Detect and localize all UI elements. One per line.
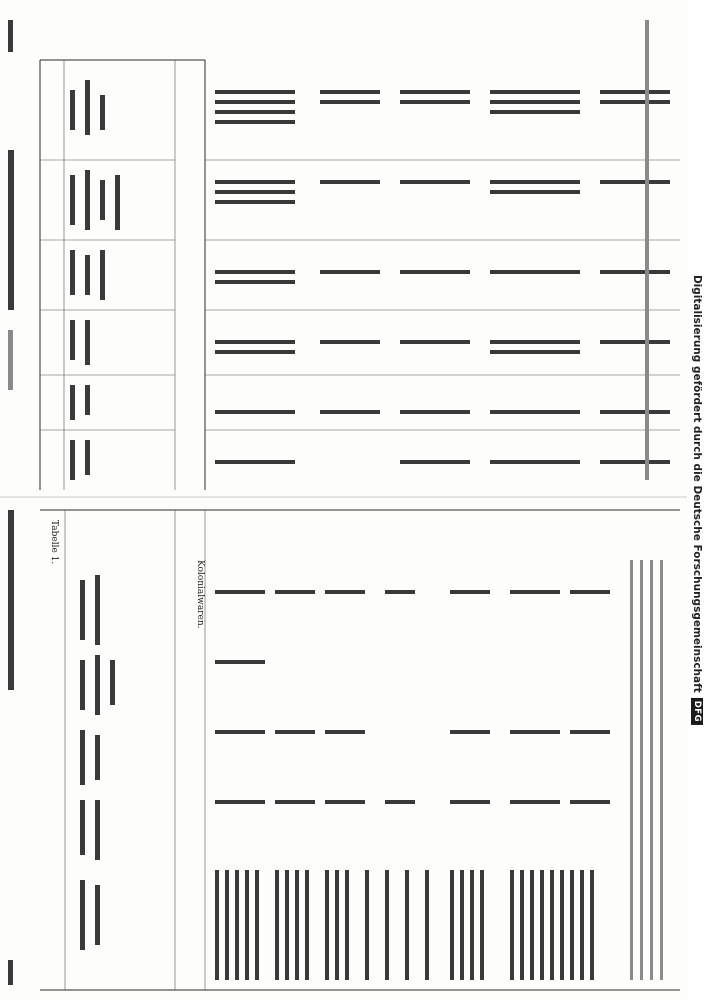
figure-row xyxy=(490,190,580,194)
figure-row xyxy=(450,590,490,594)
page-number-mark xyxy=(8,960,13,985)
row-label xyxy=(365,870,369,980)
right-page-footnote xyxy=(645,20,649,480)
figure-row xyxy=(215,460,295,464)
column-header-text xyxy=(110,660,115,705)
figure-row xyxy=(600,460,670,464)
column-header-text xyxy=(95,800,100,860)
figure-row xyxy=(450,800,490,804)
figure-row xyxy=(325,730,365,734)
figure-row xyxy=(215,190,295,194)
column-header-text xyxy=(115,175,120,230)
figure-row xyxy=(320,100,380,104)
digitization-credit xyxy=(687,0,707,1000)
column-header-text xyxy=(85,255,90,295)
column-header-text xyxy=(80,880,85,950)
figure-row xyxy=(570,800,610,804)
row-label xyxy=(450,870,454,980)
column-header-text xyxy=(70,90,75,130)
figure-row xyxy=(600,270,670,274)
row-label xyxy=(480,870,484,980)
figure-row xyxy=(215,730,265,734)
figure-row xyxy=(385,800,415,804)
column-header-text xyxy=(95,655,100,715)
column-header-text xyxy=(70,385,75,420)
figure-row xyxy=(320,180,380,184)
column-header-text xyxy=(100,180,105,220)
figure-row xyxy=(215,340,295,344)
row-label xyxy=(580,870,584,980)
column-header-text xyxy=(100,250,105,300)
footnote-line xyxy=(630,560,633,980)
figure-row xyxy=(490,180,580,184)
figure-row xyxy=(215,660,265,664)
figure-row xyxy=(215,120,295,124)
figure-row xyxy=(400,410,470,414)
figure-row xyxy=(400,100,470,104)
left-page-footnotes xyxy=(630,560,663,980)
figure-row xyxy=(450,730,490,734)
figure-row xyxy=(570,590,610,594)
figure-row xyxy=(400,90,470,94)
figure-row xyxy=(320,340,380,344)
column-header-text xyxy=(85,170,90,230)
right-page-data-columns xyxy=(215,90,670,464)
figure-row xyxy=(490,460,580,464)
column-header-text xyxy=(70,440,75,480)
column-header-text xyxy=(70,320,75,360)
footnote-line xyxy=(640,560,643,980)
figure-row xyxy=(320,270,380,274)
figure-row xyxy=(600,90,670,94)
row-label xyxy=(540,870,544,980)
column-header-text xyxy=(85,80,90,135)
figure-row xyxy=(215,350,295,354)
row-label xyxy=(285,870,289,980)
figure-row xyxy=(510,730,560,734)
figure-row xyxy=(385,590,415,594)
table-number-label: Tabelle 1. xyxy=(49,520,59,565)
column-header-text xyxy=(95,735,100,780)
figure-row xyxy=(275,800,315,804)
figure-row xyxy=(215,180,295,184)
row-label xyxy=(235,870,239,980)
column-header-text xyxy=(85,320,90,365)
column-header-text xyxy=(80,580,85,640)
row-label xyxy=(225,870,229,980)
digitization-credit-text: Digitalisierung gefördert durch die Deutsche Forschungsgemeinschaft xyxy=(691,274,703,693)
figure-row xyxy=(215,800,265,804)
figure-row xyxy=(400,460,470,464)
figure-row xyxy=(570,730,610,734)
figure-row xyxy=(490,410,580,414)
column-header-text xyxy=(95,885,100,945)
figure-row xyxy=(320,410,380,414)
row-label xyxy=(425,870,429,980)
figure-row xyxy=(600,340,670,344)
figure-row xyxy=(215,270,295,274)
figure-row xyxy=(600,100,670,104)
row-label xyxy=(460,870,464,980)
figure-row xyxy=(215,90,295,94)
row-label xyxy=(530,870,534,980)
figure-row xyxy=(490,90,580,94)
figure-row xyxy=(400,340,470,344)
figure-row xyxy=(275,590,315,594)
right-page-column-headers xyxy=(70,80,120,480)
row-label xyxy=(275,870,279,980)
row-label xyxy=(325,870,329,980)
figure-row xyxy=(600,410,670,414)
column-header-text xyxy=(80,730,85,785)
figure-row xyxy=(490,350,580,354)
section-heading: Kolonialwaren. xyxy=(195,560,205,629)
figure-row xyxy=(320,90,380,94)
figure-row xyxy=(215,110,295,114)
row-label xyxy=(405,870,409,980)
figure-row xyxy=(215,200,295,204)
row-label xyxy=(590,870,594,980)
column-header-text xyxy=(85,385,90,415)
row-label xyxy=(215,870,219,980)
figure-row xyxy=(325,800,365,804)
figure-row xyxy=(400,180,470,184)
left-page-running-head xyxy=(8,510,14,690)
row-label xyxy=(520,870,524,980)
left-page-column-headers xyxy=(80,575,115,950)
row-label xyxy=(245,870,249,980)
figure-row xyxy=(490,340,580,344)
row-label xyxy=(470,870,474,980)
figure-row xyxy=(325,590,365,594)
row-label xyxy=(385,870,389,980)
footnote-line xyxy=(660,560,663,980)
column-header-text xyxy=(70,250,75,295)
figure-row xyxy=(510,590,560,594)
left-page xyxy=(8,510,680,990)
column-header-text xyxy=(70,175,75,225)
right-page-running-head xyxy=(8,150,14,310)
right-page xyxy=(8,20,680,490)
figure-row xyxy=(400,270,470,274)
column-header-text xyxy=(100,95,105,130)
row-label xyxy=(570,870,574,980)
column-header-text xyxy=(80,800,85,855)
row-label xyxy=(295,870,299,980)
row-label xyxy=(510,870,514,980)
right-page-running-head-2 xyxy=(8,330,13,390)
figure-row xyxy=(215,100,295,104)
digitization-credit-text-group xyxy=(691,275,703,725)
column-header-text xyxy=(85,440,90,475)
row-label xyxy=(550,870,554,980)
figure-row xyxy=(510,800,560,804)
footnote-line xyxy=(650,560,653,980)
left-page-row-labels xyxy=(215,870,594,980)
figure-row xyxy=(490,100,580,104)
figure-row xyxy=(215,280,295,284)
column-header-text xyxy=(95,575,100,645)
left-page-data-columns xyxy=(215,590,610,804)
figure-row xyxy=(600,180,670,184)
row-label xyxy=(345,870,349,980)
row-label xyxy=(255,870,259,980)
figure-row xyxy=(490,270,580,274)
figure-row xyxy=(215,410,295,414)
figure-row xyxy=(275,730,315,734)
page-number-mark xyxy=(8,20,13,52)
row-label xyxy=(335,870,339,980)
row-label xyxy=(305,870,309,980)
row-label xyxy=(560,870,564,980)
figure-row xyxy=(215,590,265,594)
column-header-text xyxy=(80,660,85,710)
figure-row xyxy=(490,110,580,114)
dfg-logo: DFG xyxy=(691,698,703,725)
